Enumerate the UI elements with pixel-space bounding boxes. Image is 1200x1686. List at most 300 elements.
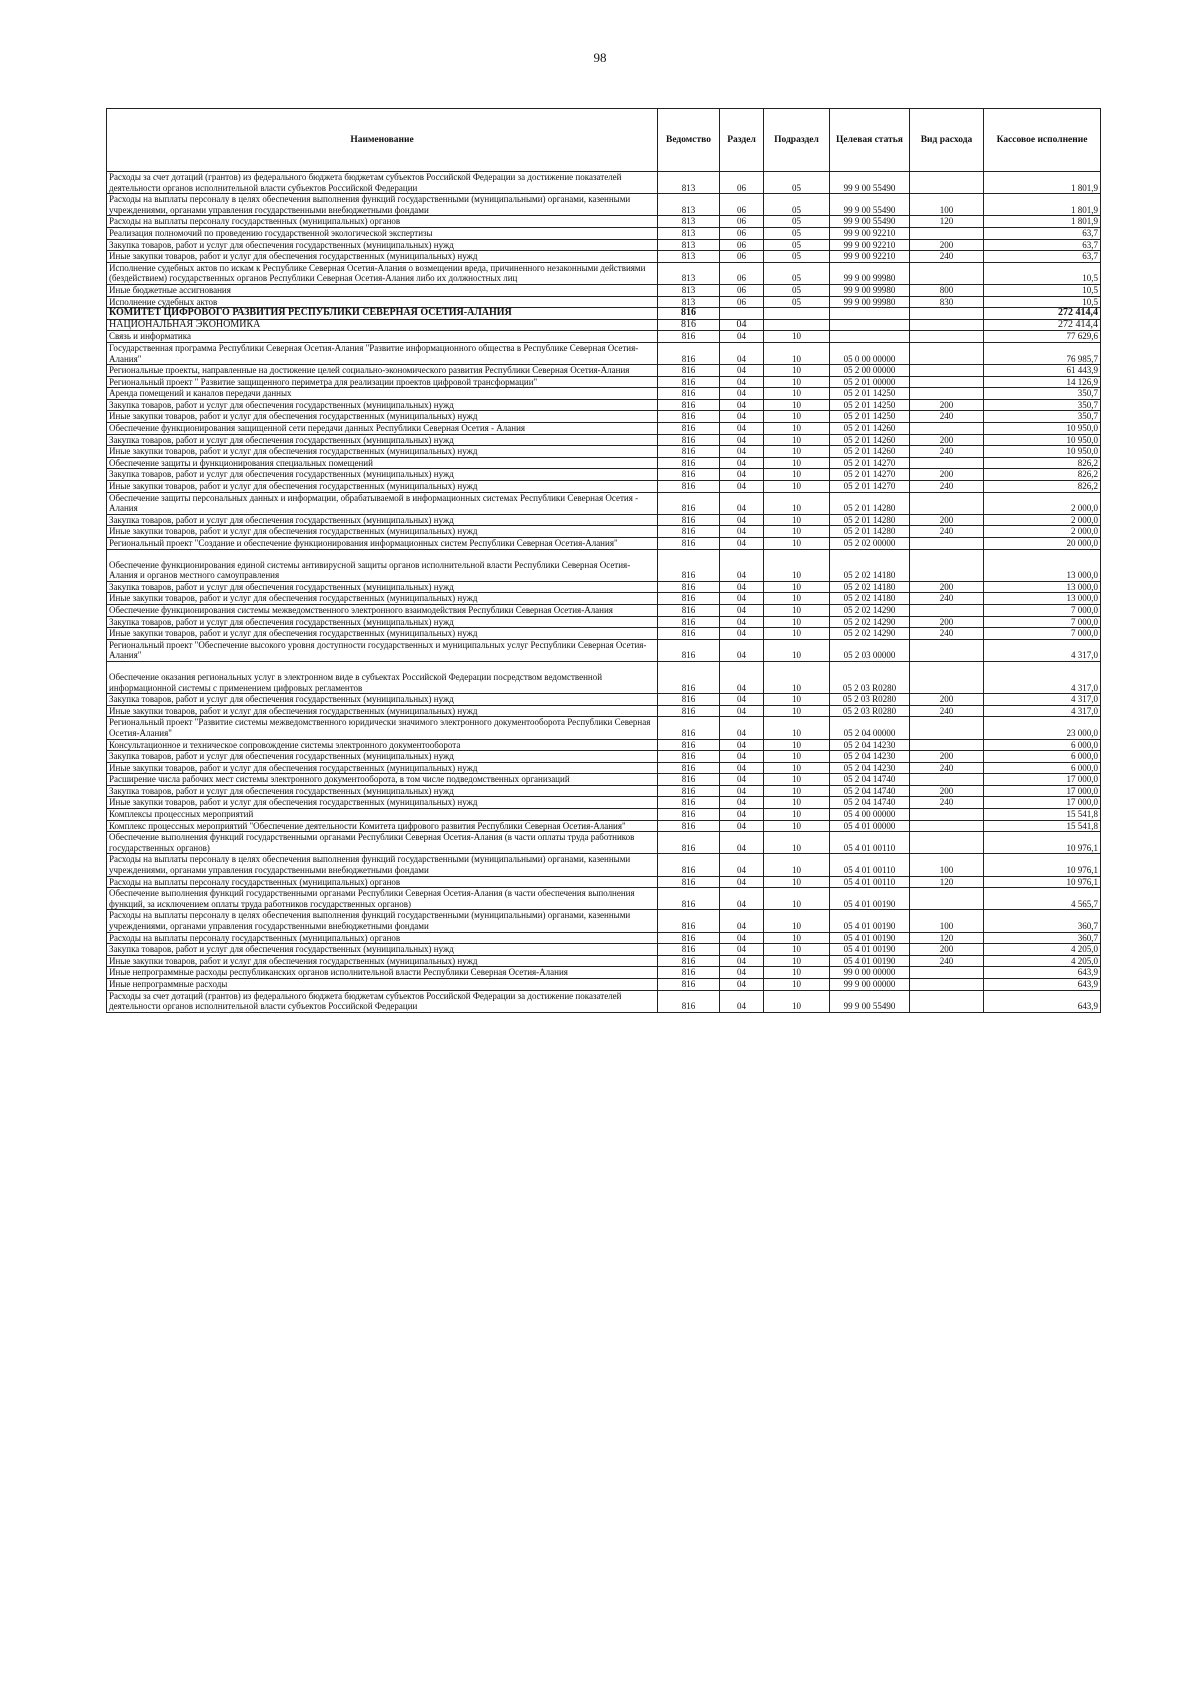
cell-dept: 816 [658,876,720,888]
cell-section: 04 [720,514,764,526]
cell-dept: 813 [658,172,720,194]
cell-name: Закупка товаров, работ и услуг для обеспечения государственных (муниципальных) нужд [107,785,658,797]
cell-target-article: 05 2 01 14270 [830,457,910,469]
cell-dept: 816 [658,538,720,550]
cell-expense-type: 200 [910,239,984,251]
cell-name: Закупка товаров, работ и услуг для обеспечения государственных (муниципальных) нужд [107,944,658,956]
cell-dept: 816 [658,797,720,809]
cell-target-article: 99 9 00 99980 [830,262,910,284]
cell-dept: 816 [658,469,720,481]
table-row [107,785,1101,797]
cell-section: 04 [720,319,764,331]
cell-dept: 816 [658,694,720,706]
table-row [107,365,1101,377]
table-row [107,910,1101,932]
cell-name: Реализация полномочий по проведению государственной экологической экспертизы [107,227,658,239]
cell-target-article: 05 4 01 00190 [830,955,910,967]
cell-amount: 1 801,9 [984,194,1101,216]
header-section: Раздел [720,109,764,172]
cell-expense-type [910,549,984,581]
cell-target-article: 05 4 01 00190 [830,910,910,932]
cell-dept: 816 [658,446,720,458]
cell-expense-type: 240 [910,481,984,493]
cell-section: 04 [720,762,764,774]
cell-expense-type: 100 [910,854,984,876]
cell-name: Закупка товаров, работ и услуг для обеспечения государственных (муниципальных) нужд [107,514,658,526]
table-row [107,308,1101,320]
table-row [107,411,1101,423]
cell-subsection: 05 [764,296,830,308]
cell-expense-type [910,423,984,435]
cell-dept: 816 [658,751,720,763]
cell-amount: 360,7 [984,910,1101,932]
cell-subsection: 10 [764,628,830,640]
cell-name: Иные закупки товаров, работ и услуг для обеспечения государственных (муниципальных) нужд [107,955,658,967]
cell-section: 04 [720,411,764,423]
table-row [107,457,1101,469]
table-row [107,376,1101,388]
table-row [107,216,1101,228]
cell-target-article: 05 2 03 00000 [830,639,910,661]
cell-subsection: 10 [764,705,830,717]
cell-section: 06 [720,239,764,251]
table-row [107,581,1101,593]
cell-amount: 13 000,0 [984,581,1101,593]
cell-name: Обеспечение функционирования системы межведомственного электронного взаимодействия Республики Северная Осетия-Алания [107,604,658,616]
cell-expense-type [910,888,984,910]
cell-target-article: 05 2 02 14290 [830,604,910,616]
cell-expense-type: 240 [910,593,984,605]
cell-expense-type: 200 [910,581,984,593]
cell-target-article: 99 9 00 55490 [830,172,910,194]
cell-dept: 816 [658,888,720,910]
cell-target-article: 05 2 03 R0280 [830,661,910,693]
cell-section: 04 [720,481,764,493]
cell-expense-type: 100 [910,910,984,932]
table-row [107,492,1101,514]
cell-amount: 10,5 [984,296,1101,308]
cell-subsection: 10 [764,955,830,967]
cell-target-article: 05 2 02 00000 [830,538,910,550]
cell-amount: 4 317,0 [984,661,1101,693]
cell-target-article: 05 2 01 00000 [830,376,910,388]
cell-dept: 816 [658,423,720,435]
cell-dept: 816 [658,774,720,786]
cell-expense-type [910,331,984,343]
cell-target-article: 05 2 00 00000 [830,365,910,377]
cell-name: КОМИТЕТ ЦИФРОВОГО РАЗВИТИЯ РЕСПУБЛИКИ СЕВЕРНАЯ ОСЕТИЯ-АЛАНИЯ [107,308,658,320]
table-row [107,809,1101,821]
cell-target-article: 05 2 04 14740 [830,797,910,809]
table-row [107,194,1101,216]
cell-subsection [764,308,830,320]
cell-name: Расходы за счет дотаций (грантов) из федерального бюджета бюджетам субъектов Российской Федерации за достижение показателей деятельности органов исполнительной власти субъектов Российской Федерации [107,172,658,194]
cell-dept: 816 [658,549,720,581]
header-name: Наименование [107,109,658,172]
cell-expense-type: 240 [910,251,984,263]
cell-target-article: 99 9 00 55490 [830,194,910,216]
cell-target-article: 05 4 01 00110 [830,876,910,888]
table-row [107,481,1101,493]
cell-expense-type: 240 [910,411,984,423]
header-dept: Ведомство [658,109,720,172]
cell-target-article: 99 9 00 92210 [830,227,910,239]
cell-name: Закупка товаров, работ и услуг для обеспечения государственных (муниципальных) нужд [107,399,658,411]
cell-expense-type [910,376,984,388]
table-row [107,446,1101,458]
cell-section: 04 [720,604,764,616]
cell-amount: 7 000,0 [984,628,1101,640]
cell-name: Иные непрограммные расходы республиканских органов исполнительной власти Республики Северная Осетия-Алания [107,967,658,979]
cell-expense-type [910,978,984,990]
cell-amount: 1 801,9 [984,172,1101,194]
table-row [107,434,1101,446]
cell-section: 04 [720,990,764,1012]
cell-expense-type [910,774,984,786]
cell-amount: 272 414,4 [984,308,1101,320]
cell-expense-type: 200 [910,434,984,446]
cell-amount: 643,9 [984,978,1101,990]
cell-expense-type: 240 [910,446,984,458]
table-row [107,538,1101,550]
cell-subsection: 05 [764,172,830,194]
cell-amount: 826,2 [984,469,1101,481]
cell-amount: 1 801,9 [984,216,1101,228]
cell-target-article: 05 4 00 00000 [830,809,910,821]
cell-name: Иные закупки товаров, работ и услуг для обеспечения государственных (муниципальных) нужд [107,446,658,458]
cell-dept: 816 [658,411,720,423]
cell-amount: 2 000,0 [984,526,1101,538]
cell-subsection: 10 [764,932,830,944]
cell-name: Иные закупки товаров, работ и услуг для обеспечения государственных (муниципальных) нужд [107,411,658,423]
cell-name: Закупка товаров, работ и услуг для обеспечения государственных (муниципальных) нужд [107,581,658,593]
cell-expense-type: 200 [910,944,984,956]
table-row [107,832,1101,854]
cell-amount: 350,7 [984,399,1101,411]
cell-dept: 816 [658,639,720,661]
cell-expense-type [910,739,984,751]
cell-section: 04 [720,694,764,706]
table-row [107,331,1101,343]
cell-name: Связь и информатика [107,331,658,343]
cell-expense-type [910,365,984,377]
cell-amount: 13 000,0 [984,593,1101,605]
cell-amount: 10 950,0 [984,423,1101,435]
cell-dept: 816 [658,604,720,616]
cell-section: 04 [720,388,764,400]
cell-target-article: 05 2 02 14180 [830,581,910,593]
cell-dept: 816 [658,365,720,377]
table-row [107,469,1101,481]
cell-section: 06 [720,296,764,308]
cell-target-article: 05 2 01 14260 [830,423,910,435]
cell-target-article: 99 9 00 00000 [830,978,910,990]
cell-dept: 816 [658,457,720,469]
cell-dept: 816 [658,739,720,751]
cell-name: Закупка товаров, работ и услуг для обеспечения государственных (муниципальных) нужд [107,694,658,706]
cell-section: 04 [720,661,764,693]
cell-section: 04 [720,434,764,446]
cell-dept: 816 [658,526,720,538]
table-row [107,820,1101,832]
cell-amount: 10 950,0 [984,434,1101,446]
cell-target-article: 05 2 01 14260 [830,434,910,446]
cell-dept: 816 [658,955,720,967]
cell-dept: 813 [658,251,720,263]
cell-name: Государственная программа Республики Северная Осетия-Алания "Развитие информационного общества в Республике Северная Осетия-Алания" [107,342,658,364]
cell-amount: 4 205,0 [984,955,1101,967]
table-row [107,694,1101,706]
cell-amount: 826,2 [984,457,1101,469]
cell-section: 04 [720,705,764,717]
cell-name: Закупка товаров, работ и услуг для обеспечения государственных (муниципальных) нужд [107,616,658,628]
cell-dept: 816 [658,932,720,944]
cell-section: 06 [720,251,764,263]
cell-target-article: 05 2 04 00000 [830,717,910,739]
cell-amount: 350,7 [984,388,1101,400]
header-target-article: Целевая статья [830,109,910,172]
cell-section: 04 [720,365,764,377]
cell-section: 04 [720,932,764,944]
cell-name: Иные закупки товаров, работ и услуг для обеспечения государственных (муниципальных) нужд [107,251,658,263]
cell-amount: 10 976,1 [984,832,1101,854]
cell-target-article: 99 9 00 99980 [830,284,910,296]
cell-amount: 77 629,6 [984,331,1101,343]
cell-expense-type: 240 [910,955,984,967]
cell-expense-type [910,492,984,514]
cell-dept: 816 [658,434,720,446]
cell-amount: 4 205,0 [984,944,1101,956]
table-row [107,967,1101,979]
table-row [107,604,1101,616]
table-row [107,172,1101,194]
cell-section: 04 [720,492,764,514]
table-row [107,239,1101,251]
cell-name: Закупка товаров, работ и услуг для обеспечения государственных (муниципальных) нужд [107,751,658,763]
cell-amount: 76 985,7 [984,342,1101,364]
cell-section: 04 [720,628,764,640]
cell-subsection: 10 [764,967,830,979]
cell-subsection: 10 [764,581,830,593]
cell-section: 04 [720,538,764,550]
cell-expense-type: 200 [910,694,984,706]
table-row [107,978,1101,990]
cell-section: 04 [720,581,764,593]
cell-target-article: 99 9 00 55490 [830,990,910,1012]
cell-name: Расширение числа рабочих мест системы электронного документооборота, в том числе подведомственных организаций [107,774,658,786]
cell-expense-type [910,388,984,400]
cell-amount: 23 000,0 [984,717,1101,739]
cell-name: Расходы на выплаты персоналу в целях обеспечения выполнения функций государственными (муниципальными) органами, казенными учреждениями, органами управления государственными внебюджетными фондами [107,910,658,932]
table-body [107,172,1101,1013]
cell-name: Комплексы процессных мероприятий [107,809,658,821]
cell-amount: 350,7 [984,411,1101,423]
cell-target-article: 05 2 04 14740 [830,774,910,786]
cell-section: 04 [720,423,764,435]
cell-subsection: 10 [764,751,830,763]
cell-dept: 816 [658,967,720,979]
cell-target-article: 05 4 01 00190 [830,944,910,956]
cell-subsection: 10 [764,593,830,605]
cell-section: 04 [720,639,764,661]
table-row [107,876,1101,888]
cell-target-article: 05 2 01 14270 [830,481,910,493]
cell-dept: 816 [658,661,720,693]
table-row [107,514,1101,526]
cell-subsection: 10 [764,434,830,446]
cell-expense-type: 830 [910,296,984,308]
cell-dept: 813 [658,284,720,296]
cell-subsection: 10 [764,514,830,526]
cell-section: 06 [720,284,764,296]
cell-dept: 816 [658,616,720,628]
cell-section: 04 [720,399,764,411]
cell-expense-type: 200 [910,616,984,628]
table-row [107,797,1101,809]
table-row [107,423,1101,435]
cell-dept: 816 [658,717,720,739]
cell-target-article: 05 2 03 R0280 [830,694,910,706]
cell-subsection: 10 [764,797,830,809]
cell-dept: 813 [658,216,720,228]
cell-name: Региональные проекты, направленные на достижение целей социально-экономического развития Республики Северная Осетия-Алания [107,365,658,377]
cell-subsection: 10 [764,388,830,400]
cell-expense-type: 240 [910,628,984,640]
cell-subsection: 10 [764,990,830,1012]
cell-target-article: 05 2 01 14250 [830,399,910,411]
cell-subsection: 10 [764,832,830,854]
table-row [107,705,1101,717]
cell-subsection: 10 [764,457,830,469]
cell-expense-type: 200 [910,469,984,481]
cell-target-article: 05 2 02 14180 [830,593,910,605]
cell-expense-type [910,832,984,854]
cell-subsection: 10 [764,717,830,739]
cell-expense-type: 240 [910,526,984,538]
table-row [107,639,1101,661]
cell-expense-type [910,809,984,821]
cell-amount: 17 000,0 [984,797,1101,809]
cell-section: 04 [720,751,764,763]
cell-expense-type [910,172,984,194]
cell-subsection: 10 [764,809,830,821]
cell-target-article: 05 4 01 00110 [830,854,910,876]
cell-dept: 816 [658,628,720,640]
cell-amount: 10 950,0 [984,446,1101,458]
cell-target-article: 05 2 02 14180 [830,549,910,581]
table-row [107,284,1101,296]
cell-name: Исполнение судебных актов по искам к Республике Северная Осетия-Алания о возмещении вреда, причиненного незаконными действиями (бездействием) государственных органов Республики Северная Осетия-Алания либо их должностных лиц [107,262,658,284]
cell-amount: 7 000,0 [984,616,1101,628]
cell-name: Иные закупки товаров, работ и услуг для обеспечения государственных (муниципальных) нужд [107,526,658,538]
cell-name: Расходы за счет дотаций (грантов) из федерального бюджета бюджетам субъектов Российской Федерации за достижение показателей деятельности органов исполнительной власти субъектов Российской Федерации [107,990,658,1012]
cell-section: 04 [720,888,764,910]
cell-name: Обеспечение оказания региональных услуг в электронном виде в субъектах Российской Федерации посредством ведомственной информационной системы с применением цифровых регламентов [107,661,658,693]
cell-dept: 816 [658,388,720,400]
cell-dept: 816 [658,514,720,526]
cell-section: 06 [720,172,764,194]
cell-name: Расходы на выплаты персоналу государственных (муниципальных) органов [107,932,658,944]
cell-dept: 816 [658,705,720,717]
cell-expense-type: 120 [910,216,984,228]
cell-amount: 826,2 [984,481,1101,493]
cell-section: 04 [720,457,764,469]
cell-section: 06 [720,262,764,284]
table-row [107,762,1101,774]
cell-amount: 4 317,0 [984,705,1101,717]
cell-amount: 6 000,0 [984,751,1101,763]
cell-section: 04 [720,376,764,388]
cell-expense-type [910,319,984,331]
cell-section: 04 [720,331,764,343]
cell-name: Расходы на выплаты персоналу в целях обеспечения выполнения функций государственными (муниципальными) органами, казенными учреждениями, органами управления государственными внебюджетными фондами [107,854,658,876]
cell-expense-type: 200 [910,785,984,797]
cell-target-article: 05 2 03 R0280 [830,705,910,717]
table-row [107,628,1101,640]
cell-section: 04 [720,469,764,481]
cell-subsection: 05 [764,262,830,284]
cell-name: Аренда помещений и каналов передачи данных [107,388,658,400]
cell-subsection: 10 [764,888,830,910]
cell-amount: 10 976,1 [984,876,1101,888]
cell-subsection: 10 [764,762,830,774]
table-row [107,342,1101,364]
cell-section: 04 [720,797,764,809]
cell-name: Расходы на выплаты персоналу в целях обеспечения выполнения функций государственными (муниципальными) органами, казенными учреждениями, органами управления государственными внебюджетными фондами [107,194,658,216]
cell-dept: 816 [658,492,720,514]
cell-target-article [830,308,910,320]
header-cash-execution: Кассовое исполнение [984,109,1101,172]
cell-expense-type [910,967,984,979]
cell-amount: 643,9 [984,990,1101,1012]
cell-dept: 816 [658,399,720,411]
cell-amount: 10,5 [984,262,1101,284]
table-row [107,399,1101,411]
cell-dept: 816 [658,308,720,320]
table-row [107,251,1101,263]
cell-expense-type [910,227,984,239]
cell-amount: 15 541,8 [984,809,1101,821]
cell-section: 04 [720,820,764,832]
cell-expense-type [910,604,984,616]
cell-section: 04 [720,549,764,581]
table-row [107,990,1101,1012]
cell-subsection: 05 [764,239,830,251]
cell-expense-type: 100 [910,194,984,216]
cell-subsection: 10 [764,538,830,550]
cell-section [720,308,764,320]
cell-subsection [764,319,830,331]
cell-dept: 816 [658,978,720,990]
cell-target-article: 05 4 01 00000 [830,820,910,832]
cell-target-article [830,319,910,331]
cell-target-article: 05 4 01 00190 [830,932,910,944]
cell-target-article: 05 2 04 14230 [830,751,910,763]
cell-subsection: 10 [764,876,830,888]
cell-subsection: 10 [764,492,830,514]
cell-target-article: 99 0 00 00000 [830,967,910,979]
cell-section: 04 [720,832,764,854]
cell-amount: 6 000,0 [984,739,1101,751]
cell-name: Расходы на выплаты персоналу государственных (муниципальных) органов [107,216,658,228]
cell-name: Комплекс процессных мероприятий "Обеспечение деятельности Комитета цифрового развития Республики Северная Осетия-Алания" [107,820,658,832]
cell-amount: 10,5 [984,284,1101,296]
cell-dept: 816 [658,762,720,774]
cell-subsection: 05 [764,194,830,216]
table-row [107,227,1101,239]
cell-name: Иные бюджетные ассигнования [107,284,658,296]
cell-target-article: 05 2 04 14230 [830,739,910,751]
